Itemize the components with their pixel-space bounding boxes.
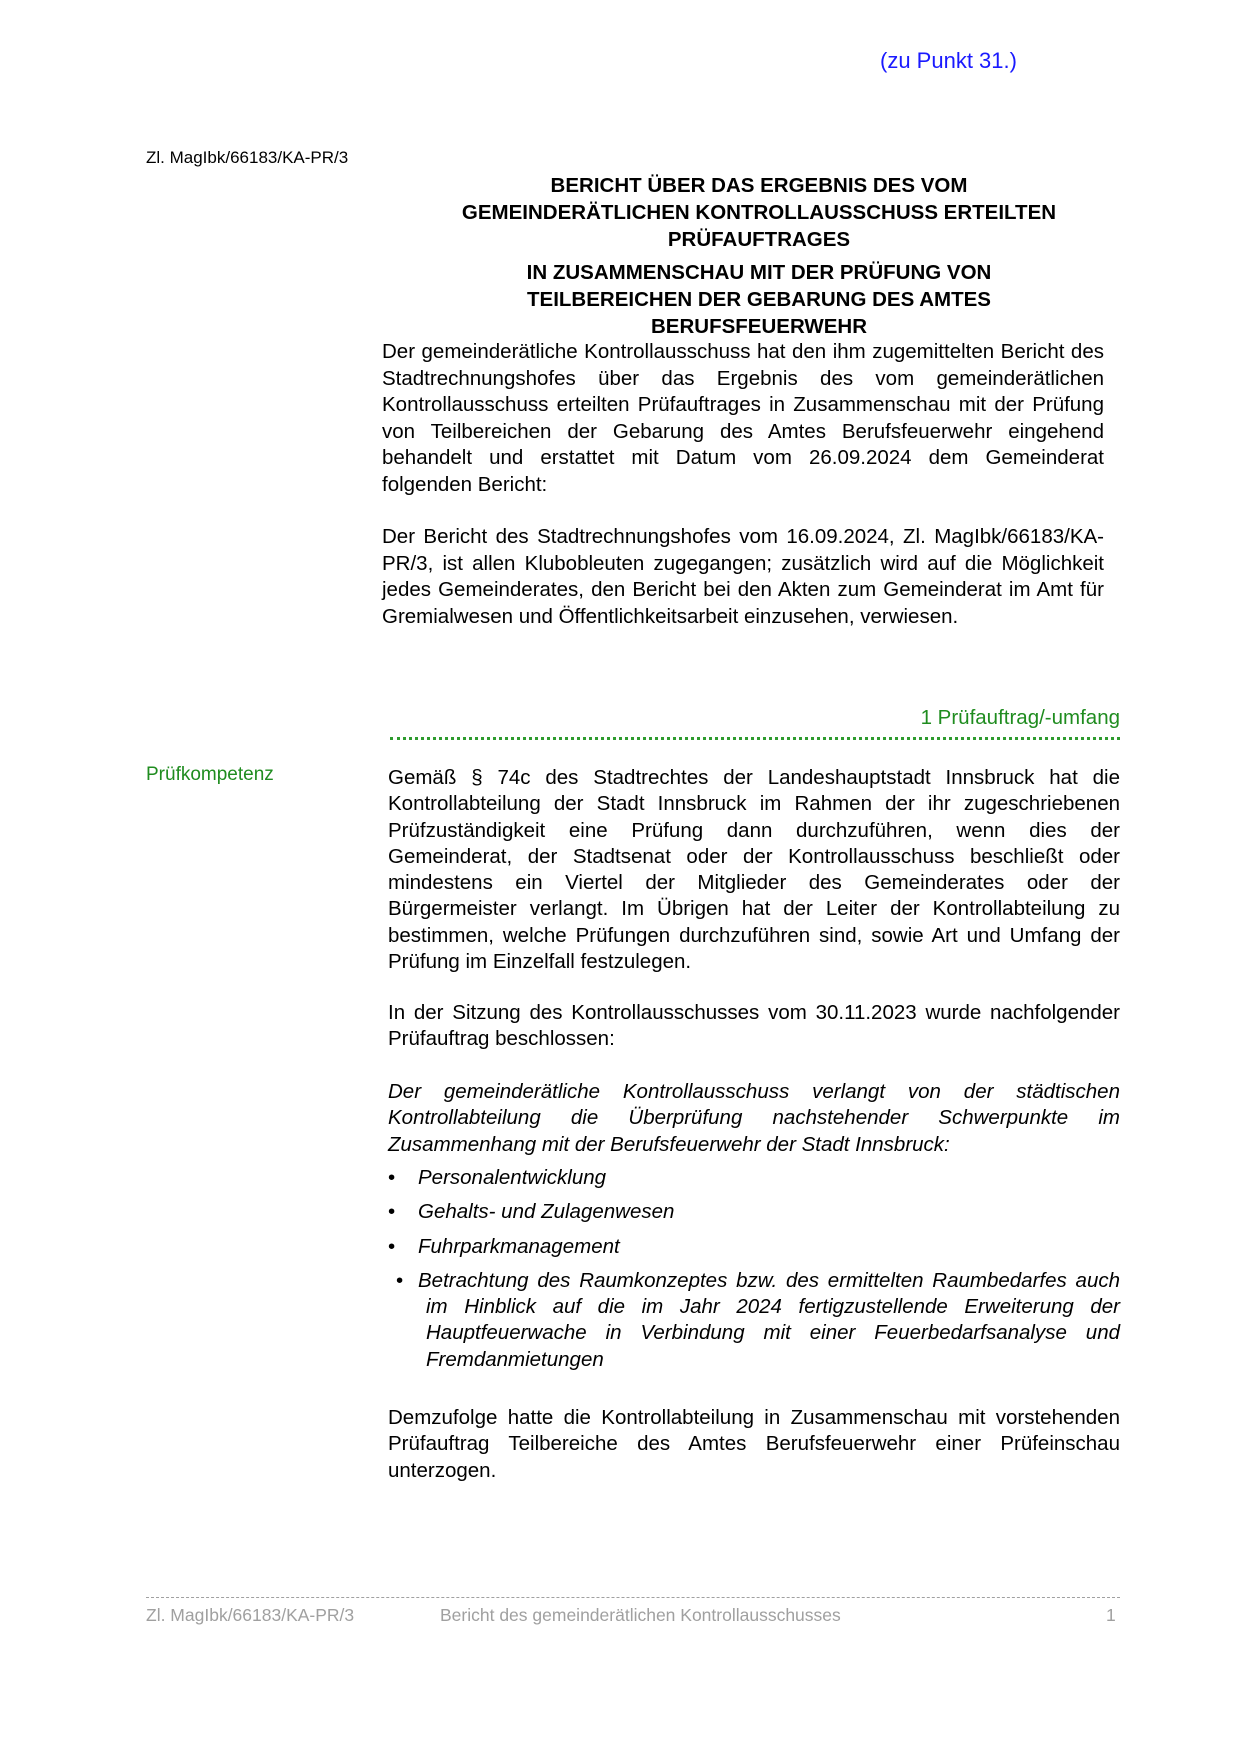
bullet-icon: • bbox=[388, 1234, 396, 1258]
footer-file-number: Zl. MagIbk/66183/KA-PR/3 bbox=[146, 1605, 355, 1625]
file-number: Zl. MagIbk/66183/KA-PR/3 bbox=[146, 148, 349, 167]
list-item: • Betrachtung des Raumkonzeptes bzw. des ermittelten Raumbedarfes auch im Hinblick auf die im Jahr 2024 fertigzustellende Erweiterung der Hauptfeuerwache in Verbindung mit einer Feuerbedarfsanalyse und Fremdanmietungen bbox=[396, 1268, 1120, 1371]
focus-list bbox=[388, 1165, 1120, 1381]
title-line-2: IN ZUSAMMENSCHAU MIT DER PRÜFUNG VON TEILBEREICHEN DER GEBARUNG DES AMTES BERUFSFEUERWEHR bbox=[526, 261, 992, 338]
page-number: 1 bbox=[1106, 1605, 1116, 1625]
quoted-assignment: Der gemeinderätliche Kontrollausschuss verlangt von der städtischen Kontrollabteilung die Überprüfung nachstehender Schwerpunkte im Zusammenhang mit der Berufsfeuerwehr der Stadt Innsbruck: bbox=[388, 1080, 1120, 1156]
report-title bbox=[380, 172, 1138, 340]
intro-paragraph-1: Der gemeinderätliche Kontrollausschuss hat den ihm zugemittelten Bericht des Stadtrechnungshofes über das Ergebnis des vom gemeinderätlichen Kontrollausschuss erteilten Prüfauftrages in Zusammenschau mit der Prüfung von Teilbereichen der Gebarung des Amtes Berufsfeuerwehr eingehend behandelt und erstattet mit Datum vom 26.09.2024 dem Gemeinderat folgenden Bericht: bbox=[382, 340, 1104, 496]
footer-title: Bericht des gemeinderätlichen Kontrollausschusses bbox=[440, 1605, 841, 1625]
intro-paragraph-2: Der Bericht des Stadtrechnungshofes vom 16.09.2024, Zl. MagIbk/66183/KA-PR/3, ist allen Klubobleuten zugegangen; zusätzlich wird auf die Möglichkeit jedes Gemeinderates, den Bericht bei den Akten zum Gemeinderat im Amt für Gremialwesen und Öffentlichkeitsarbeit einzusehen, verwiesen. bbox=[382, 525, 1104, 628]
list-item: • Personalentwicklung bbox=[388, 1165, 1120, 1191]
body-paragraph-3: Demzufolge hatte die Kontrollabteilung in Zusammenschau mit vorstehenden Prüfauftrag Teilbereiche des Amtes Berufsfeuerwehr einer Prüfeinschau unterzogen. bbox=[388, 1406, 1120, 1482]
body-paragraph-2: In der Sitzung des Kontrollausschusses vom 30.11.2023 wurde nachfolgender Prüfauftrag beschlossen: bbox=[388, 1001, 1120, 1051]
bullet-icon: • bbox=[388, 1166, 396, 1189]
title-line-1: BERICHT ÜBER DAS ERGEBNIS DES VOM GEMEINDERÄTLICHEN KONTROLLAUSSCHUSS ERTEILTEN PRÜFAUFTRAGES bbox=[461, 174, 1057, 251]
section-divider bbox=[390, 737, 1120, 740]
side-label: Prüfkompetenz bbox=[146, 764, 274, 785]
list-item: • Gehalts- und Zulagenwesen bbox=[388, 1199, 1120, 1225]
footer-divider bbox=[146, 1597, 1120, 1598]
reference-note: (zu Punkt 31.) bbox=[880, 48, 1017, 73]
bullet-icon: • bbox=[396, 1268, 404, 1292]
section-heading: 1 Prüfauftrag/-umfang bbox=[920, 706, 1120, 729]
body-paragraph-1: Gemäß § 74c des Stadtrechtes der Landeshauptstadt Innsbruck hat die Kontrollabteilung der Stadt Innsbruck im Rahmen der ihr zugeschriebenen Prüfzuständigkeit eine Prüfung dann durchzuführen, wenn dies der Gemeinderat, der Stadtsenat oder der Kontrollausschuss beschließt oder mindestens ein Viertel der Mitglieder des Gemeinderates oder der Bürgermeister verlangt. Im Übrigen hat der Leiter der Kontrollabteilung zu bestimmen, welche Prüfungen durchzuführen sind, sowie Art und Umfang der Prüfung im Einzelfall festzulegen. bbox=[388, 766, 1120, 974]
list-item: • Fuhrparkmanagement bbox=[388, 1234, 1120, 1260]
bullet-icon: • bbox=[388, 1200, 396, 1224]
